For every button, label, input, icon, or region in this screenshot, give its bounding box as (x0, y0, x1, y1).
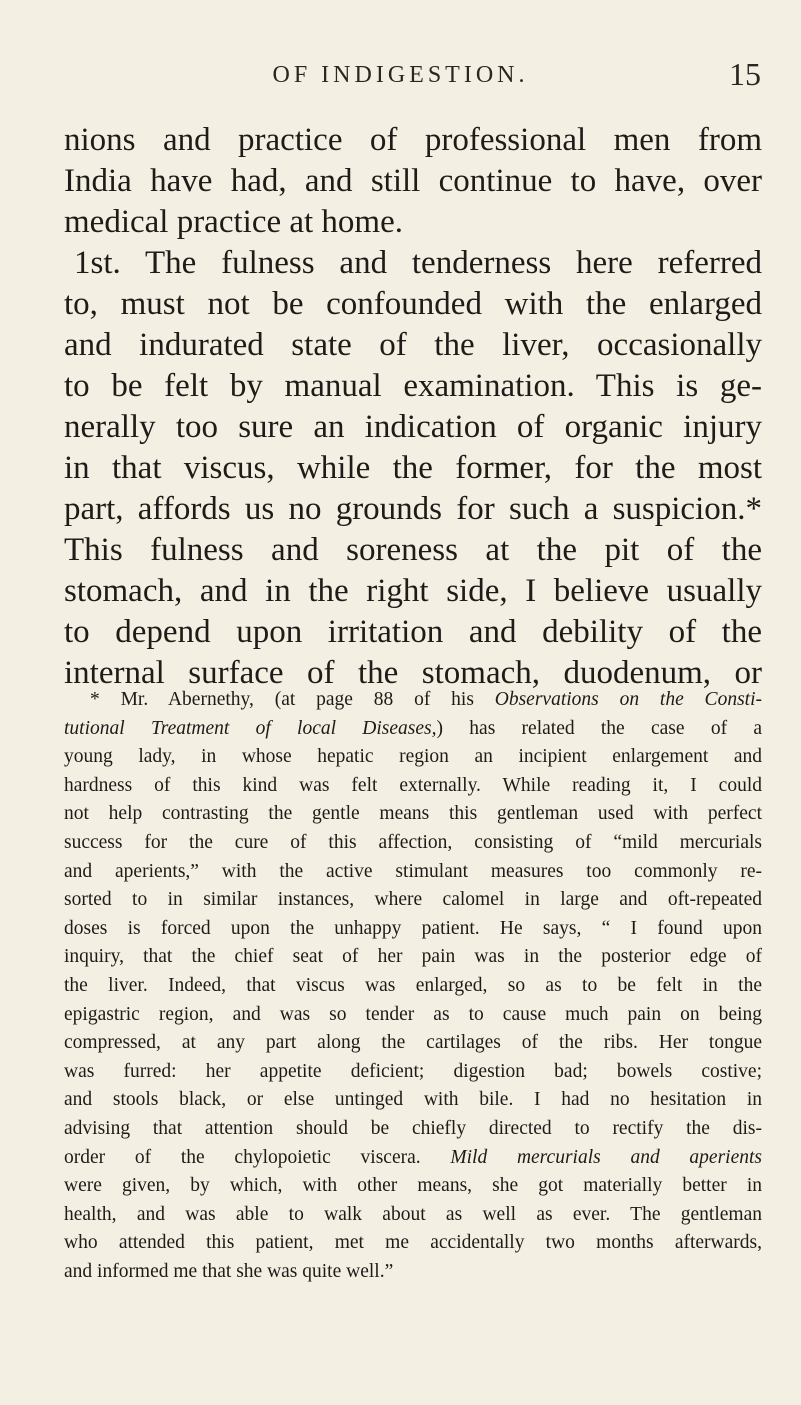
page-number: 15 (729, 56, 761, 92)
body-line: 1st. The fulness and tenderness here referred (74, 245, 762, 281)
footnote-line (64, 686, 762, 715)
footnote-text: order of the chylopoietic viscera. (64, 1146, 451, 1168)
footnote-text: * Mr. Abernethy, (at page 88 of his (90, 689, 495, 710)
running-title: OF INDIGESTION. (272, 62, 529, 88)
footnote-text: ) has related the case of a (436, 717, 762, 739)
footnote-italic-title: tutional Treatment of local Diseases, (64, 717, 437, 739)
footnote-italic-text: Mild mercurials and aperients (450, 1146, 763, 1168)
body-line: This fulness and soreness at the pit of the (64, 532, 762, 568)
body-line: nerally too sure an indication of organic injury (64, 409, 762, 445)
footnote-line: not help contrasting the gentle means this gentleman used with perfect (64, 803, 762, 825)
body-text (64, 120, 762, 694)
footnote-line: epigastric region, and was so tender as to cause much pain on being (64, 1003, 762, 1025)
footnote-line: success for the cure of this affection, consisting of “mild mercurials (64, 831, 762, 853)
body-line: stomach, and in the right side, I believe usually (64, 573, 762, 609)
footnote (64, 686, 762, 1286)
footnote-line (64, 1144, 762, 1173)
footnote-line: the liver. Indeed, that viscus was enlarged, so as to be felt in the (64, 974, 762, 996)
footnote-line: inquiry, that the chief seat of her pain was in the posterior edge of (64, 946, 762, 968)
footnote-line: who attended this patient, met me accidentally two months afterwards, (64, 1232, 762, 1254)
body-line: internal surface of the stomach, duodenum, or (64, 655, 762, 691)
footnote-line: sorted to in similar instances, where calomel in large and oft-repeated (64, 889, 762, 911)
footnote-line: health, and was able to walk about as well as ever. The gentleman (64, 1203, 762, 1225)
footnote-line: hardness of this kind was felt externally. While reading it, I could (64, 774, 762, 796)
body-line: to depend upon irritation and debility of the (64, 614, 762, 650)
running-head (0, 56, 801, 106)
footnote-line: compressed, at any part along the cartilages of the ribs. Her tongue (64, 1032, 762, 1054)
footnote-italic-title: Observations on the Consti- (494, 689, 762, 710)
footnote-line: young lady, in whose hepatic region an incipient enlargement and (64, 746, 762, 768)
body-line: medical practice at home. (64, 204, 403, 240)
body-line: and indurated state of the liver, occasionally (64, 327, 762, 363)
body-line: to, must not be confounded with the enlarged (64, 286, 762, 322)
body-line: nions and practice of professional men from (64, 122, 762, 158)
footnote-line: and aperients,” with the active stimulant measures too commonly re- (64, 860, 762, 882)
footnote-line: and stools black, or else untinged with bile. I had no hesitation in (64, 1089, 762, 1111)
footnote-line: were given, by which, with other means, she got materially better in (64, 1175, 762, 1197)
body-line: in that viscus, while the former, for the most (64, 450, 762, 486)
footnote-line: doses is forced upon the unhappy patient. He says, “ I found upon (64, 917, 762, 939)
body-line: India have had, and still continue to have, over (64, 163, 762, 199)
body-line: part, affords us no grounds for such a suspicion.* (64, 491, 762, 527)
footnote-line: was furred: her appetite deficient; digestion bad; bowels costive; (64, 1060, 762, 1082)
footnote-line: and informed me that she was quite well.” (64, 1260, 394, 1282)
footnote-line: advising that attention should be chiefly directed to rectify the dis- (64, 1117, 762, 1139)
body-line: to be felt by manual examination. This is ge- (64, 368, 762, 404)
footnote-line (64, 715, 762, 744)
